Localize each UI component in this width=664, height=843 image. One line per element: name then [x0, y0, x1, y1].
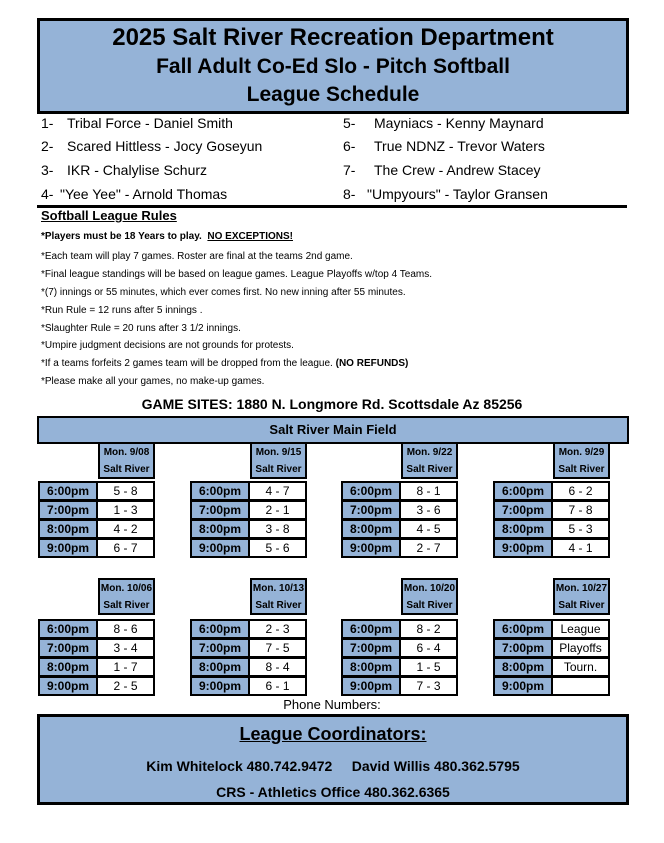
game-row: [341, 538, 458, 558]
team-number: 3-: [41, 162, 54, 178]
week-site: Salt River: [103, 464, 150, 475]
matchup: 5 - 8: [96, 481, 155, 501]
week-header: [401, 578, 458, 615]
team-name: IKR - Chalylise Schurz: [67, 162, 208, 178]
game-time: 6:00pm: [341, 481, 401, 501]
matchup: 4 - 2: [96, 519, 155, 539]
rule-3: *Final league standings will be based on league games. League Playoffs w/top 4 Teams.: [41, 269, 432, 280]
coordinators-heading: League Coordinators:: [239, 724, 427, 744]
game-time: 7:00pm: [493, 500, 553, 520]
matchup: 2 - 3: [248, 619, 307, 639]
team-number: 2-: [41, 138, 54, 154]
matchup: 7 - 3: [399, 676, 458, 696]
game-time: 8:00pm: [493, 657, 553, 677]
game-row: [493, 676, 610, 696]
game-row: [190, 676, 307, 696]
title-line-1: 2025 Salt River Recreation Department: [112, 24, 554, 51]
team-name: The Crew - Andrew Stacey: [374, 162, 541, 178]
game-time: 8:00pm: [190, 519, 250, 539]
game-sites: GAME SITES: 1880 N. Longmore Rd. Scottsdale Az 85256: [141, 396, 523, 412]
matchup: 3 - 4: [96, 638, 155, 658]
week-site: Salt River: [406, 464, 453, 475]
game-row: [493, 619, 610, 639]
matchup: League: [551, 619, 610, 639]
game-row: [38, 519, 155, 539]
week-date: Mon. 10/27: [555, 583, 608, 594]
matchup: 2 - 1: [248, 500, 307, 520]
matchup: 4 - 5: [399, 519, 458, 539]
game-time: 9:00pm: [190, 538, 250, 558]
game-row: [341, 519, 458, 539]
rule-8: [41, 357, 408, 371]
game-time: 9:00pm: [341, 538, 401, 558]
game-row: [493, 638, 610, 658]
matchup: 7 - 5: [248, 638, 307, 658]
game-row: [341, 481, 458, 501]
team-number: 4-: [41, 186, 54, 202]
week-header: [250, 578, 307, 615]
team-name: Scared Hittless - Jocy Goseyun: [67, 138, 263, 154]
week-header: [553, 442, 610, 479]
team-name: "Umpyours" - Taylor Gransen: [367, 186, 548, 202]
week-date: Mon. 10/13: [252, 583, 305, 594]
header-box: [37, 18, 629, 114]
rule-4: *(7) innings or 55 minutes, which ever comes first. No new inning after 55 minutes.: [41, 287, 406, 298]
rule-1-text: *Players must be 18 Years to play.: [41, 231, 202, 242]
matchup: 3 - 6: [399, 500, 458, 520]
matchup: 4 - 1: [551, 538, 610, 558]
coordinators-box: [37, 714, 629, 805]
game-row: [38, 500, 155, 520]
game-time: 8:00pm: [341, 519, 401, 539]
game-time: 7:00pm: [190, 638, 250, 658]
matchup: Playoffs: [551, 638, 610, 658]
team-number: 7-: [343, 162, 356, 178]
matchup: 6 - 1: [248, 676, 307, 696]
game-row: [493, 657, 610, 677]
rules-title: Softball League Rules: [41, 208, 177, 223]
game-row: [341, 638, 458, 658]
matchup: 6 - 2: [551, 481, 610, 501]
matchup: 1 - 5: [399, 657, 458, 677]
game-time: 6:00pm: [341, 619, 401, 639]
game-row: [190, 638, 307, 658]
game-row: [493, 481, 610, 501]
week-site: Salt River: [558, 464, 605, 475]
game-time: 8:00pm: [341, 657, 401, 677]
game-time: 7:00pm: [190, 500, 250, 520]
game-row: [190, 500, 307, 520]
game-time: 6:00pm: [38, 481, 98, 501]
game-row: [38, 481, 155, 501]
matchup: 2 - 7: [399, 538, 458, 558]
game-time: 7:00pm: [341, 638, 401, 658]
rule-7: *Umpire judgment decisions are not grounds for protests.: [41, 340, 294, 351]
title-line-3: League Schedule: [246, 83, 420, 106]
matchup: 1 - 3: [96, 500, 155, 520]
game-row: [493, 538, 610, 558]
team-name: Tribal Force - Daniel Smith: [67, 115, 233, 131]
matchup: 8 - 4: [248, 657, 307, 677]
field-title: Salt River Main Field: [37, 416, 629, 444]
coordinators-line-2: CRS - Athletics Office 480.362.6365: [216, 784, 450, 800]
game-time: 8:00pm: [38, 519, 98, 539]
game-row: [38, 538, 155, 558]
game-row: [38, 638, 155, 658]
game-row: [190, 519, 307, 539]
week-header: [98, 578, 155, 615]
matchup: 6 - 7: [96, 538, 155, 558]
week-date: Mon. 10/06: [100, 583, 153, 594]
game-row: [341, 500, 458, 520]
game-row: [341, 676, 458, 696]
week-site: Salt River: [558, 600, 605, 611]
matchup: [551, 676, 610, 696]
week-date: Mon. 9/22: [406, 447, 453, 458]
game-row: [190, 481, 307, 501]
matchup: 2 - 5: [96, 676, 155, 696]
rule-1-emphasis: NO EXCEPTIONS!: [207, 231, 293, 242]
game-row: [341, 619, 458, 639]
game-row: [38, 657, 155, 677]
week-header: [553, 578, 610, 615]
matchup: 5 - 3: [551, 519, 610, 539]
matchup: 5 - 6: [248, 538, 307, 558]
week-site: Salt River: [103, 600, 150, 611]
game-time: 6:00pm: [190, 481, 250, 501]
game-time: 6:00pm: [493, 481, 553, 501]
matchup: 8 - 6: [96, 619, 155, 639]
game-time: 6:00pm: [38, 619, 98, 639]
game-time: 9:00pm: [493, 538, 553, 558]
matchup: 6 - 4: [399, 638, 458, 658]
matchup: 8 - 1: [399, 481, 458, 501]
team-number: 8-: [343, 186, 356, 202]
game-time: 9:00pm: [341, 676, 401, 696]
rule-5: *Run Rule = 12 runs after 5 innings .: [41, 305, 203, 316]
matchup: 8 - 2: [399, 619, 458, 639]
week-date: Mon. 9/08: [103, 447, 150, 458]
team-number: 5-: [343, 115, 356, 131]
game-time: 6:00pm: [493, 619, 553, 639]
game-row: [38, 676, 155, 696]
game-row: [493, 519, 610, 539]
game-time: 8:00pm: [38, 657, 98, 677]
rule-8-note: (NO REFUNDS): [335, 358, 409, 369]
week-header: [401, 442, 458, 479]
game-time: 9:00pm: [38, 676, 98, 696]
rule-2: *Each team will play 7 games. Roster are final at the teams 2nd game.: [41, 251, 353, 262]
title-line-2: Fall Adult Co-Ed Slo - Pitch Softball: [156, 55, 510, 78]
team-name: "Yee Yee" - Arnold Thomas: [60, 186, 228, 202]
week-site: Salt River: [255, 600, 302, 611]
team-number: 6-: [343, 138, 356, 154]
matchup: 1 - 7: [96, 657, 155, 677]
game-time: 7:00pm: [341, 500, 401, 520]
game-time: 8:00pm: [493, 519, 553, 539]
rule-6: *Slaughter Rule = 20 runs after 3 1/2 innings.: [41, 323, 241, 334]
team-name: Mayniacs - Kenny Maynard: [374, 115, 544, 131]
game-time: 8:00pm: [190, 657, 250, 677]
game-time: 7:00pm: [38, 500, 98, 520]
game-time: 7:00pm: [38, 638, 98, 658]
matchup: 3 - 8: [248, 519, 307, 539]
week-date: Mon. 9/15: [255, 447, 302, 458]
game-row: [493, 500, 610, 520]
matchup: 4 - 7: [248, 481, 307, 501]
rule-1: [41, 230, 293, 244]
phone-numbers-label: Phone Numbers:: [283, 697, 381, 712]
game-row: [190, 657, 307, 677]
game-time: 9:00pm: [38, 538, 98, 558]
rule-9: *Please make all your games, no make-up games.: [41, 376, 265, 387]
rule-8-text: *If a teams forfeits 2 games team will be dropped from the league.: [41, 358, 333, 369]
game-time: 9:00pm: [493, 676, 553, 696]
matchup: 7 - 8: [551, 500, 610, 520]
game-row: [341, 657, 458, 677]
week-site: Salt River: [255, 464, 302, 475]
coordinators-line-1: Kim Whitelock 480.742.9472 David Willis 480.362.5795: [146, 758, 520, 774]
matchup: Tourn.: [551, 657, 610, 677]
game-row: [190, 619, 307, 639]
week-header: [98, 442, 155, 479]
week-site: Salt River: [406, 600, 453, 611]
team-number: 1-: [41, 115, 54, 131]
week-date: Mon. 10/20: [403, 583, 456, 594]
week-header: [250, 442, 307, 479]
game-row: [190, 538, 307, 558]
game-time: 7:00pm: [493, 638, 553, 658]
game-time: 9:00pm: [190, 676, 250, 696]
week-date: Mon. 9/29: [558, 447, 605, 458]
game-time: 6:00pm: [190, 619, 250, 639]
team-name: True NDNZ - Trevor Waters: [374, 138, 545, 154]
game-row: [38, 619, 155, 639]
